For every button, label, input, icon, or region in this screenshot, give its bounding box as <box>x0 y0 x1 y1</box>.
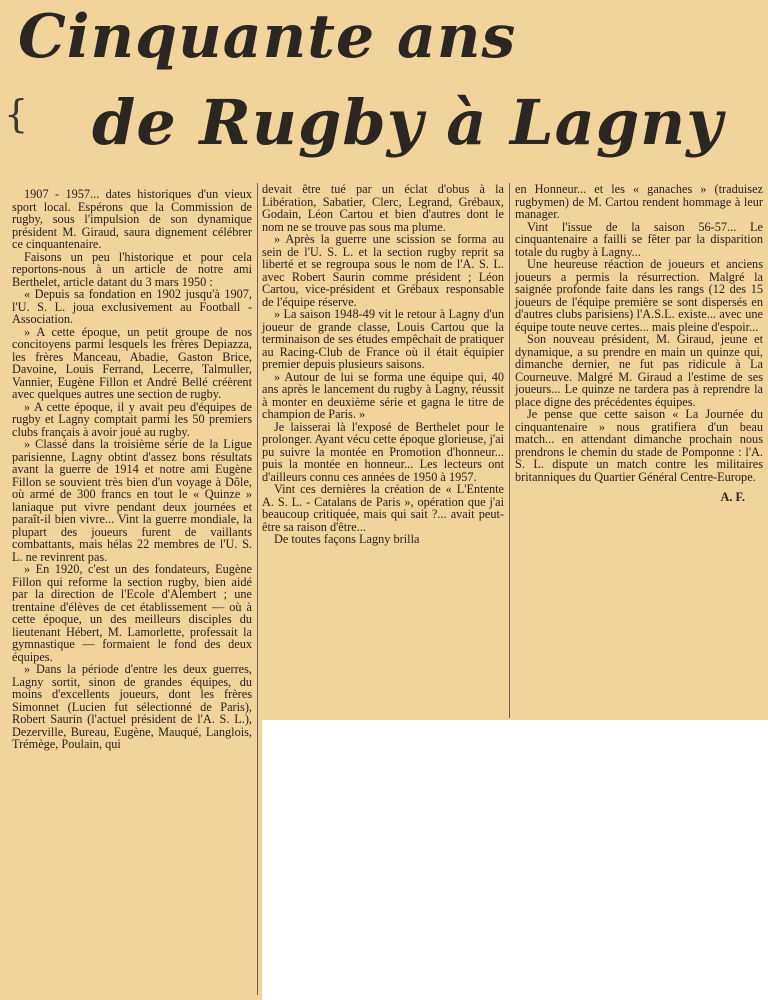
paragraph: » Classé dans la troisième série de la Ligue parisienne, Lagny obtint d'assez bons résultats avant la guerre de 1914 et notre ami Eugène Fillon se souvient très bien d'un voyage à Dôle, où armé de 300 francs en tout le « Quinze » laniaque put vivre pendant deux journées et paraît-il bien vivre... Vint la guerre mondiale, la plupart des joueurs furent de vaillants combattants, mais hélas 22 membres de l'U. S. L. ne revinrent pas. <box>12 437 252 564</box>
paragraph: Je laisserai là l'exposé de Berthelet pour le prolonger. Ayant vécu cette époque glorieuse, j'ai pu suivre la montée en Promotion d'honneur... puis la montée en honneur... Les lecteurs ont d'ailleurs connu ces années de 1950 à 1957. <box>262 419 504 484</box>
paragraph: » Dans la période d'entre les deux guerres, Lagny sortit, sinon de grandes équipes, du moins d'excellents joueurs, dont les frères Simonnet (Lucien fut sélectionné de Paris), Robert Saurin (l'actuel président de l'A. S. L.), Dezerville, Bureau, Eugène, Mauqué, Langlois, Trémège, Poulain, qui <box>12 662 252 751</box>
paragraph: » En 1920, c'est un des fondateurs, Eugène Fillon qui reforme la section rugby, bien aidé par la direction de l'Ecole d'Alembert ; une trentaine d'élèves de cet établissement — où à cette époque, un des meilleurs disciples du lieutenant Hébert, M. Lamorlette, professait la gymnastique — formaient le fond des deux équipes. <box>12 562 252 664</box>
article-column-2 <box>262 183 504 546</box>
paragraph: Je pense que cette saison « La Journée du cinquantenaire » nous gratifiera d'un beau match... en attendant dimanche prochain nous prendrons le chemin du stade de Pomponne : l'A. S. L. dispute un match contre les militaires britanniques du Quartier Général Centre-Europe. <box>515 407 763 484</box>
paragraph: » A cette époque, un petit groupe de nos concitoyens parmi lesquels les frères Depiazza, les frères Manceau, Abadie, Gaston Brice, Davoine, Louis Ferrand, Lecerre, Talmuller, Vannier, Eugène Fillon et André Bellé créèrent avec quelques autres une section de rugby. <box>12 324 252 401</box>
paragraph: « Depuis sa fondation en 1902 jusqu'à 1907, l'U. S. L. joua exclusivement au Football - Association. <box>12 287 252 326</box>
paragraph: Faisons un peu l'historique et pour cela reportons-nous à un article de notre ami Berthelet, article datant du 3 mars 1950 : <box>12 249 252 289</box>
paragraph: en Honneur... et les « ganaches » (traduisez rugbymen) de M. Cartou rendent hommage à leur manager. <box>515 182 763 221</box>
paragraph: 1907 - 1957... dates historiques d'un vieux sport local. Espérons que la Commission de rugby, sous l'impulsion de son dynamique président M. Giraud, saura dignement célébrer ce cinquantenaire. <box>12 187 252 251</box>
paragraph: devait être tué par un éclat d'obus à la Libération, Sabatier, Clerc, Legrand, Grébaux, Godain, Léon Cartou et bien d'autres dont le nom ne se trouve pas sous ma plume. <box>262 182 504 234</box>
paragraph: » La saison 1948-49 vit le retour à Lagny d'un joueur de grande classe, Louis Cartou que la terminaison de ses études empêchait de pratiquer au Racing-Club de France où il était équipier premier depuis plusieurs saisons. <box>262 307 504 371</box>
clipping-lower-left <box>0 716 262 1000</box>
paragraph: Son nouveau président, M. Giraud, jeune et dynamique, a su prendre en main un quinze qui, dimanche dernier, ne fut pas ridicule à La Courneuve. Malgré M. Giraud a l'estime de ses joueurs... Le quinze ne tardera pas à reprendre la place digne des précédentes équipes. <box>515 332 763 409</box>
paragraph: » A cette époque, il y avait peu d'équipes de rugby et Lagny comptait parmi les 50 premiers clubs français à avoir joué au rugby. <box>12 399 252 439</box>
article-column-3 <box>515 183 763 504</box>
headline-line-1: Cinquante ans <box>18 2 517 72</box>
paragraph: Vint l'issue de la saison 56-57... Le cinquantenaire a failli se fêter par la disparition totale du rugby à Lagny... <box>515 219 763 259</box>
column-rule-left <box>257 183 258 995</box>
bracket-ornament: { <box>4 92 29 136</box>
column-rule-right <box>509 183 510 718</box>
paragraph: De toutes façons Lagny brilla <box>274 532 420 546</box>
headline-line-2: de Rugby à Lagny <box>92 86 724 159</box>
paragraph: Vint ces dernières la création de « L'Entente A. S. L. - Catalans de Paris », opération que j'ai beaucoup critiquée, mais qui sait ?... avait peut-être sa raison d'être... <box>262 482 504 534</box>
paragraph: Une heureuse réaction de joueurs et anciens joueurs a permis la résurrection. Malgré la saignée profonde faite dans les rangs (12 des 15 joueurs de l'équipe première se sont dispersés en d'autres clubs parisiens) l'A.S.L. existe... avec une équipe toute neuve certes... mais pleine d'espoir... <box>515 257 763 334</box>
paragraph: » Après la guerre une scission se forma au sein de l'U. S. L. et la section rugby reprit sa liberté et se regroupa sous le nom de l'A. S. L. avec Robert Saurin comme président ; Léon Cartou, vice-président et Grébaux responsable de l'équipe réserve. <box>262 232 504 309</box>
paragraph: » Autour de lui se forma une équipe qui, 40 ans après le lancement du rugby à Lagny, réussit à monter en deuxième série et gagna le titre de champion de Paris. » <box>262 369 504 421</box>
article-column-1 <box>12 188 252 751</box>
author-signature: A. F. <box>720 490 745 504</box>
